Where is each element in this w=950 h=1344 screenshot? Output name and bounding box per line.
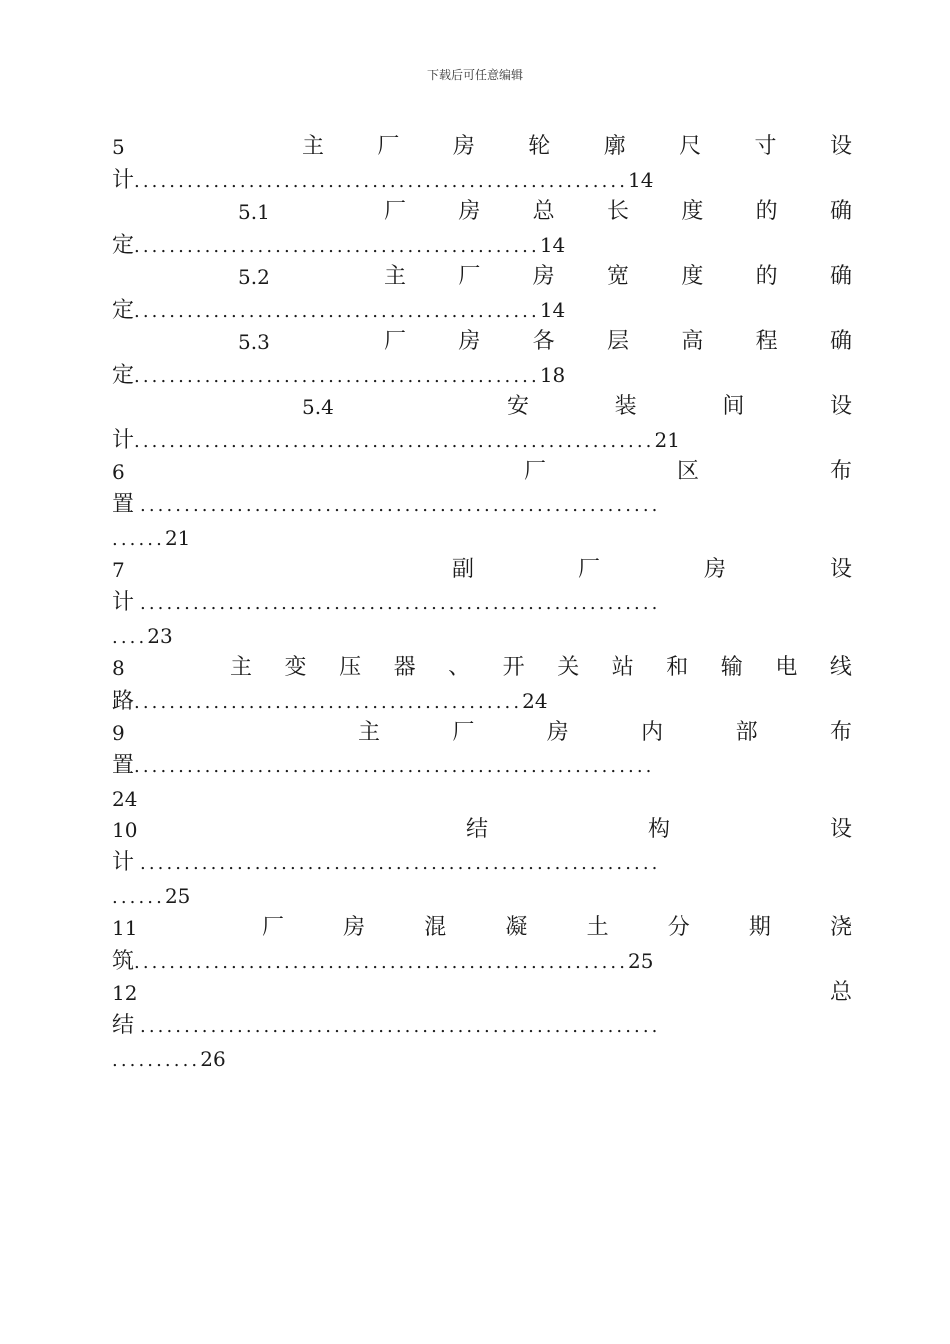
toc-entry-title-char: 厂 [458, 264, 481, 289]
toc-entry-tail-char: 计 [112, 428, 135, 453]
toc-entry-title-char: 输 [720, 655, 743, 680]
toc-entry-title-char: 的 [755, 199, 778, 224]
toc-entry-title-char: 总 [532, 199, 555, 224]
toc-entry-title-char: 结 [466, 817, 489, 842]
toc-entry-title-char: 厂 [577, 557, 600, 582]
toc-entry-title-char: 压 [339, 655, 362, 680]
toc-entry-title-char: 房 [546, 720, 569, 745]
toc-entry-leader-line [112, 488, 852, 522]
toc-entry-heading-line [112, 130, 852, 164]
toc-entry-title-char: 高 [681, 329, 704, 354]
toc-entry-leader-line [112, 228, 852, 262]
toc-entry-heading-line [112, 195, 852, 229]
toc-entry-number: 6 [112, 460, 125, 484]
toc-entry-page-number: 14 [539, 298, 566, 322]
toc-entry-title-char: 部 [735, 720, 758, 745]
toc-entry-title-char: 各 [532, 329, 555, 354]
toc-entry-leader-line [112, 423, 852, 457]
toc-entry-title [466, 813, 852, 847]
toc-entry-leader-dots: .............................................. [134, 301, 540, 322]
toc-entry-title-char: 房 [703, 557, 726, 582]
toc-entry-title-char: 间 [722, 394, 745, 419]
toc-entry-page-number: 18 [539, 363, 566, 387]
toc-entry-tail-char: 计 [112, 850, 135, 875]
toc-entry-tail-char: 定 [112, 363, 135, 388]
toc-entry-title-char: 厂 [384, 199, 407, 224]
toc-entry-title-char: 度 [681, 199, 704, 224]
toc-entry-title [507, 390, 852, 424]
toc-entry-heading-line [112, 325, 852, 359]
toc-entry-title-char: 的 [755, 264, 778, 289]
toc-entry-leader-dots: ........................................................... [140, 593, 661, 614]
toc-entry-leader-dots: ...... [112, 529, 165, 550]
toc-entry-title-char: 宽 [606, 264, 629, 289]
toc-entry-title-char: 内 [641, 720, 664, 745]
toc-entry-title-char: 度 [681, 264, 704, 289]
toc-entry-title [384, 195, 852, 229]
toc-entry-title-char: 房 [532, 264, 555, 289]
toc-entry-leader-dots: .............................................. [134, 366, 540, 387]
toc-entry-title-char: 寸 [754, 134, 777, 159]
toc-entry-title [358, 716, 852, 750]
toc-entry-leader-continuation [112, 1042, 852, 1076]
toc-entry-title-char: 厂 [524, 459, 547, 484]
toc-entry-number: 5.4 [302, 395, 334, 419]
toc-entry-title-char: 确 [829, 264, 852, 289]
toc-entry-title-char: 站 [611, 655, 634, 680]
toc-entry-title-char: 开 [502, 655, 525, 680]
toc-entry-title-char: 确 [829, 329, 852, 354]
toc-entry-title [452, 553, 852, 587]
toc-entry-title-char: 分 [667, 915, 690, 940]
toc-entry-leader-dots: ............................................ [134, 692, 523, 713]
toc-entry-title-char: 设 [829, 394, 852, 419]
toc-entry-number: 8 [112, 656, 125, 680]
toc-entry-page-number: 23 [147, 624, 173, 648]
toc-entry-tail-char: 定 [112, 233, 135, 258]
toc-entry-number: 12 [112, 981, 138, 1005]
toc-entry-number: 5.1 [238, 200, 270, 224]
toc-entry-title-char: 区 [676, 459, 699, 484]
toc-entry-heading-line [112, 455, 852, 489]
toc-entry-number: 5.3 [238, 330, 270, 354]
toc-entry-title-char: 混 [424, 915, 447, 940]
toc-entry-title-char: 廓 [603, 134, 626, 159]
toc-entry-leader-dots: .......... [112, 1050, 201, 1071]
toc-entry-title-char: 副 [452, 557, 475, 582]
toc-entry-heading-line [112, 911, 852, 945]
toc-entry-leader-line [112, 163, 852, 197]
toc-entry-title-char: 主 [358, 720, 381, 745]
toc-entry-title-char: 厂 [452, 720, 475, 745]
toc-entry-title-char: 确 [829, 199, 852, 224]
toc-entry-heading-line [112, 260, 852, 294]
toc-entry-heading-line [112, 976, 852, 1010]
toc-entry-leader-dots: ........................................................ [134, 952, 629, 973]
toc-entry-title [384, 260, 852, 294]
toc-entry-page-number: 24 [112, 787, 138, 811]
toc-entry-title-char: 层 [606, 329, 629, 354]
toc-entry-title [524, 455, 852, 489]
toc-entry-leader-dots: ........................................................... [140, 853, 661, 874]
toc-entry-title-char: 厂 [262, 915, 285, 940]
toc-entry-title [262, 911, 852, 945]
toc-entry-title-char: 主 [384, 264, 407, 289]
toc-entry-title-char: 尺 [679, 134, 702, 159]
toc-entry-leader-dots: .... [112, 627, 148, 648]
toc-entry-leader-continuation [112, 619, 852, 653]
toc-entry-page-number: 14 [539, 233, 566, 257]
toc-entry-page-number: 25 [628, 949, 654, 973]
toc-entry-number: 7 [112, 558, 125, 582]
toc-entry-title-char: 房 [452, 134, 475, 159]
toc-entry-title-char: 厂 [384, 329, 407, 354]
toc-entry-title [826, 976, 852, 1010]
toc-entry-leader-line [112, 846, 852, 880]
toc-entry-tail-char: 计 [112, 590, 135, 615]
toc-entry-number: 11 [112, 916, 138, 940]
toc-entry-title-char: 变 [284, 655, 307, 680]
toc-entry-leader-dots: ........................................................... [140, 1016, 661, 1037]
toc-entry-page-number: 26 [200, 1047, 226, 1071]
toc-entry-page-number: 25 [164, 884, 191, 908]
toc-entry-title-char: 关 [557, 655, 580, 680]
toc-entry-title-char: 浇 [829, 915, 852, 940]
toc-entry-leader-line [112, 1009, 852, 1043]
toc-entry-title-char: 设 [829, 557, 852, 582]
toc-entry-leader-line [112, 293, 852, 327]
toc-entry-leader-continuation [112, 879, 852, 913]
toc-entry-title-char: 厂 [377, 134, 400, 159]
toc-entry-leader-line [112, 586, 852, 620]
toc-entry-title-char: 主 [230, 655, 253, 680]
toc-entry-number: 9 [112, 721, 125, 745]
page-header-note: 下载后可任意编辑 [426, 68, 523, 82]
toc-entry-tail-char: 置 [112, 753, 135, 778]
toc-entry-number: 10 [112, 818, 138, 842]
toc-entry-leader-dots: .............................................. [134, 236, 540, 257]
toc-entry-tail-char: 定 [112, 298, 135, 323]
toc-entry-title-char: 安 [507, 394, 530, 419]
toc-entry-title-char: 主 [302, 134, 325, 159]
toc-entry-title-char: 线 [829, 655, 852, 680]
toc-entry-title-char: 装 [614, 394, 637, 419]
toc-entry-leader-continuation [112, 782, 852, 816]
toc-entry-heading-line [112, 716, 852, 750]
toc-entry-title-char: 凝 [505, 915, 528, 940]
toc-entry-title-char: 布 [829, 459, 852, 484]
toc-entry-page-number: 24 [522, 689, 548, 713]
toc-entry-title-char: 总 [829, 980, 852, 1005]
toc-entry-title-char: 房 [343, 915, 366, 940]
toc-entry-tail-char: 筑 [112, 949, 135, 974]
toc-entry-leader-dots: ...... [112, 887, 165, 908]
toc-entry-leader-line [112, 749, 852, 783]
toc-entry-title-char: 长 [606, 199, 629, 224]
toc-entry-title-char: 器 [393, 655, 416, 680]
toc-entry-title [302, 130, 852, 164]
toc-entry-title-char: 构 [647, 817, 670, 842]
toc-entry-leader-line [112, 358, 852, 392]
toc-entry-title-char: 轮 [528, 134, 551, 159]
toc-entry-tail-char: 路 [112, 689, 135, 714]
toc-entry-title-char: 房 [458, 199, 481, 224]
toc-entry-tail-char: 计 [112, 168, 135, 193]
toc-entry-title [384, 325, 852, 359]
toc-entry-title-char: 设 [829, 817, 852, 842]
toc-entry-tail-char: 置 [112, 492, 135, 517]
toc-entry-number: 5.2 [238, 265, 270, 289]
toc-entry-heading-line [112, 813, 852, 847]
toc-entry-title-char: 、 [448, 655, 471, 680]
toc-entry-heading-line [112, 651, 852, 685]
toc-entry-title-char: 布 [829, 720, 852, 745]
toc-entry-heading-line [112, 553, 852, 587]
toc-entry-title-char: 土 [586, 915, 609, 940]
toc-entry-page-number: 21 [164, 526, 191, 550]
toc-entry-number: 5 [112, 135, 125, 159]
toc-entry-title-char: 期 [748, 915, 771, 940]
toc-entry-leader-dots: ........................................................... [134, 431, 655, 452]
toc-entry-title-char: 房 [458, 329, 481, 354]
toc-entry-leader-line [112, 944, 852, 978]
toc-entry-leader-dots: ........................................................ [134, 171, 629, 192]
toc-entry-leader-dots: ........................................................... [134, 756, 655, 777]
toc-entry-heading-line [112, 390, 852, 424]
toc-entry-page-number: 14 [628, 168, 654, 192]
toc-entry-title-char: 设 [829, 134, 852, 159]
toc-entry-title-char: 程 [755, 329, 778, 354]
toc-entry-title [230, 651, 852, 685]
toc-entry-page-number: 21 [654, 428, 680, 452]
toc-entry-tail-char: 结 [112, 1013, 135, 1038]
toc-entry-leader-dots: ........................................................... [140, 495, 661, 516]
toc-entry-leader-line [112, 684, 852, 718]
toc-entry-title-char: 电 [775, 655, 798, 680]
toc-entry-title-char: 和 [666, 655, 689, 680]
toc-entry-leader-continuation [112, 521, 852, 555]
